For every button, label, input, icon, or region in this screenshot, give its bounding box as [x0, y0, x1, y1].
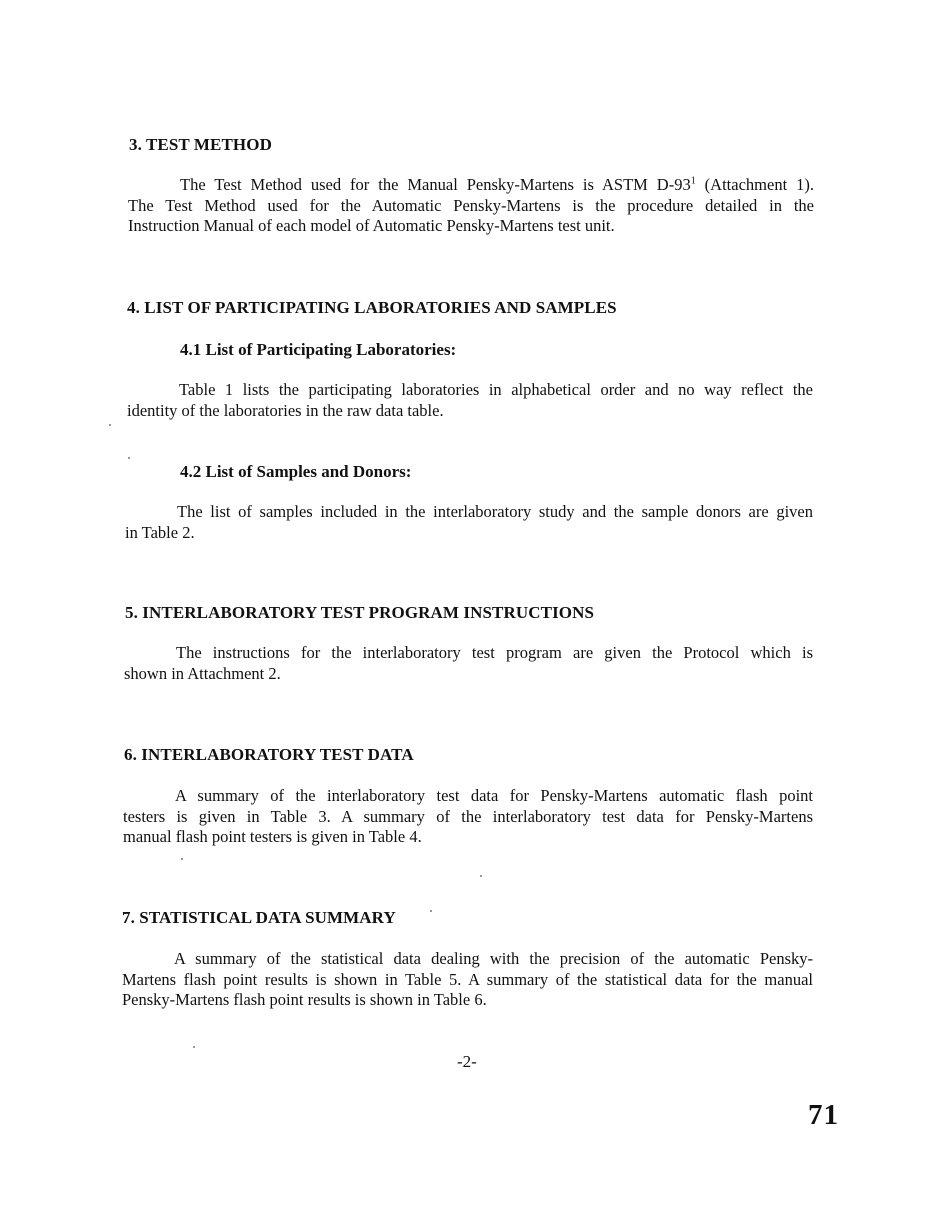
section-7-line-3: Pensky-Martens flash point results is shown in Table 6. [122, 990, 487, 1009]
stamp-page-number: 71 [808, 1099, 839, 1131]
scan-speck [480, 875, 482, 877]
section-5-line-2: shown in Attachment 2. [124, 663, 281, 683]
section-5-paragraph [124, 643, 813, 684]
section-3-heading: 3. TEST METHOD [129, 135, 272, 154]
section-3-line-3: Instruction Manual of each model of Automatic Pensky-Martens test unit. [128, 216, 615, 235]
section-6-line-3: manual flash point testers is given in Table 4. [123, 827, 422, 846]
section-4-2-heading: 4.2 List of Samples and Donors: [180, 462, 412, 481]
section-3-paragraph [128, 175, 814, 237]
section-7-line-1: A summary of the statistical data dealing with the precision of the automatic Pensky- [174, 949, 813, 968]
section-4-heading: 4. LIST OF PARTICIPATING LABORATORIES AND SAMPLES [127, 298, 617, 317]
section-6-line-1: A summary of the interlaboratory test data for Pensky-Martens automatic flash point [175, 786, 813, 805]
section-7-line-2: Martens flash point results is shown in Table 5. A summary of the statistical data for the manual [122, 969, 813, 989]
section-7-paragraph [122, 949, 813, 1011]
section-4-2-paragraph [125, 502, 813, 543]
section-3-line-1: The Test Method used for the Manual Pensky-Martens is ASTM $D-93^1$ (Attachment 1). [180, 175, 814, 194]
scan-speck [430, 910, 432, 912]
section-5-heading: 5. INTERLABORATORY TEST PROGRAM INSTRUCTIONS [125, 603, 595, 622]
scan-speck [193, 1046, 195, 1048]
section-5-line-1: The instructions for the interlaboratory test program are given the Protocol which is [176, 643, 813, 662]
scan-speck [109, 424, 111, 426]
section-6-heading: 6. INTERLABORATORY TEST DATA [124, 745, 414, 764]
section-4-1-line-1: Table 1 lists the participating laboratories in alphabetical order and no way reflect the [179, 380, 813, 399]
footnote-marker: 1 [690, 175, 696, 187]
section-6-paragraph [123, 786, 813, 848]
section-4-2-line-2: in Table 2. [125, 522, 195, 542]
section-6-line-2: testers is given in Table 3. A summary of the interlaboratory test data for Pensky-Martens [123, 806, 813, 826]
section-4-1-paragraph [127, 380, 813, 421]
section-3-line-2: The Test Method used for the Automatic Pensky-Martens is the procedure detailed in the [128, 195, 814, 215]
scan-speck [181, 858, 183, 860]
section-4-1-line-2: identity of the laboratories in the raw data table. [127, 400, 444, 420]
section-4-2-line-1: The list of samples included in the interlaboratory study and the sample donors are given [177, 502, 813, 521]
section-4-1-heading: 4.1 List of Participating Laboratories: [180, 340, 457, 359]
scan-speck [128, 457, 130, 459]
section-7-heading: 7. STATISTICAL DATA SUMMARY [122, 908, 396, 927]
page-number: -2- [457, 1052, 477, 1071]
